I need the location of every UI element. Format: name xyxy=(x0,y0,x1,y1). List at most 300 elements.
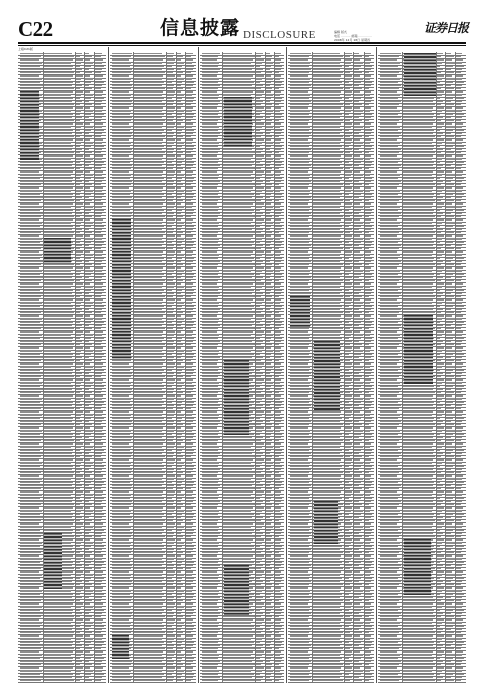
table-cell xyxy=(275,408,279,409)
table-cell xyxy=(290,162,309,163)
table-cell xyxy=(223,280,255,281)
table-cell xyxy=(95,146,105,147)
table-cell xyxy=(275,264,279,265)
table-cell xyxy=(44,472,74,473)
table-cell xyxy=(177,162,182,163)
table-cell xyxy=(95,437,103,438)
table-cell xyxy=(437,133,443,134)
table-cell xyxy=(345,210,349,211)
table-cell xyxy=(112,533,133,534)
table-cell xyxy=(256,104,261,105)
table-cell xyxy=(95,139,104,140)
table-cell xyxy=(76,133,82,134)
table-cell xyxy=(167,274,172,275)
table-cell xyxy=(186,530,195,531)
table-cell xyxy=(275,488,279,489)
table-cell xyxy=(95,555,104,556)
table-cell xyxy=(354,254,363,255)
table-cell xyxy=(112,594,130,595)
table-cell xyxy=(290,402,309,403)
table-cell xyxy=(167,104,173,105)
table-cell xyxy=(256,238,262,239)
table-cell xyxy=(202,632,219,633)
table-cell xyxy=(167,363,176,364)
table-cell xyxy=(112,376,131,377)
table-cell xyxy=(256,408,261,409)
table-cell xyxy=(95,485,103,486)
table-cell xyxy=(85,462,93,463)
table-cell xyxy=(186,587,194,588)
table-cell xyxy=(76,578,80,579)
table-cell xyxy=(95,520,101,521)
table-cell xyxy=(275,222,280,223)
table-cell xyxy=(345,350,351,351)
table-cell xyxy=(275,587,282,588)
table-cell xyxy=(177,395,181,396)
table-cell xyxy=(76,315,83,316)
table-cell xyxy=(345,62,351,63)
table-cell xyxy=(354,536,362,537)
table-cell xyxy=(266,594,272,595)
table-cell xyxy=(167,331,176,332)
table-cell xyxy=(202,366,220,367)
table-cell xyxy=(256,562,260,563)
table-cell xyxy=(20,498,40,499)
table-cell xyxy=(134,430,162,431)
table-cell xyxy=(202,341,220,342)
table-cell xyxy=(256,603,264,604)
table-cell xyxy=(112,53,133,54)
table-cell xyxy=(186,674,195,675)
table-cell xyxy=(167,526,174,527)
table-cell xyxy=(76,680,80,681)
table-cell xyxy=(202,610,218,611)
table-cell xyxy=(76,110,81,111)
table-cell xyxy=(275,638,280,639)
table-cell xyxy=(76,667,83,668)
table-cell xyxy=(266,562,272,563)
table-cell xyxy=(167,341,175,342)
table-cell xyxy=(85,536,92,537)
table-cell xyxy=(266,523,271,524)
table-cell xyxy=(403,130,435,131)
table-cell xyxy=(167,360,173,361)
table-cell xyxy=(186,491,194,492)
table-cell xyxy=(223,667,253,668)
table-cell xyxy=(354,494,363,495)
table-cell xyxy=(134,558,162,559)
table-cell xyxy=(177,613,180,614)
table-cell xyxy=(85,382,93,383)
table-cell xyxy=(313,114,342,115)
table-cell xyxy=(354,347,360,348)
table-cell xyxy=(266,114,272,115)
table-cell xyxy=(354,219,360,220)
table-cell xyxy=(256,549,263,550)
table-cell xyxy=(313,88,343,89)
table-cell xyxy=(186,510,192,511)
table-cell xyxy=(223,440,255,441)
table-cell xyxy=(20,565,43,566)
table-cell xyxy=(223,661,252,662)
table-cell xyxy=(202,66,218,67)
table-cell xyxy=(202,251,217,252)
table-cell xyxy=(85,424,92,425)
table-cell xyxy=(20,539,39,540)
table-cell xyxy=(313,443,341,444)
table-cell xyxy=(44,411,72,412)
table-cell xyxy=(266,590,274,591)
table-cell xyxy=(313,549,341,550)
table-cell xyxy=(95,312,101,313)
table-cell xyxy=(290,622,311,623)
table-cell xyxy=(112,206,132,207)
table-cell xyxy=(365,462,370,463)
table-cell xyxy=(290,571,308,572)
table-cell xyxy=(456,117,462,118)
table-cell xyxy=(290,376,310,377)
table-cell xyxy=(365,658,373,659)
table-cell xyxy=(134,328,165,329)
table-cell xyxy=(112,491,129,492)
table-cell xyxy=(223,248,255,249)
table-cell xyxy=(134,488,165,489)
table-cell xyxy=(95,597,103,598)
table-cell xyxy=(266,309,270,310)
table-cell xyxy=(437,69,443,70)
table-cell xyxy=(256,117,263,118)
table-cell xyxy=(134,459,163,460)
table-cell xyxy=(112,130,130,131)
table-cell xyxy=(177,645,180,646)
table-cell xyxy=(275,152,279,153)
table-cell xyxy=(266,517,270,518)
table-row xyxy=(110,679,196,683)
table-cell xyxy=(256,661,263,662)
table-cell xyxy=(275,66,283,67)
table-cell xyxy=(266,82,272,83)
table-cell xyxy=(354,232,362,233)
table-cell xyxy=(186,104,191,105)
table-cell xyxy=(380,158,400,159)
table-cell xyxy=(95,123,104,124)
table-cell xyxy=(167,466,172,467)
table-cell xyxy=(290,357,312,358)
table-cell xyxy=(275,88,279,89)
table-cell xyxy=(202,427,217,428)
table-cell xyxy=(85,206,93,207)
table-cell xyxy=(177,667,181,668)
table-cell xyxy=(365,235,372,236)
table-cell xyxy=(345,136,350,137)
table-cell xyxy=(256,466,260,467)
table-cell xyxy=(167,245,175,246)
table-cell xyxy=(313,331,341,332)
table-cell xyxy=(177,366,184,367)
table-cell xyxy=(167,485,175,486)
table-cell xyxy=(354,123,360,124)
table-cell xyxy=(275,178,283,179)
table-cell xyxy=(275,539,282,540)
table-cell xyxy=(345,155,353,156)
table-cell xyxy=(313,670,340,671)
table-cell xyxy=(76,91,83,92)
table-cell xyxy=(134,302,162,303)
table-cell xyxy=(134,562,164,563)
table-cell xyxy=(20,197,43,198)
table-cell xyxy=(85,421,89,422)
table-cell xyxy=(345,629,352,630)
table-cell xyxy=(20,235,39,236)
table-cell xyxy=(290,395,308,396)
table-cell xyxy=(85,248,92,249)
table-cell xyxy=(76,354,80,355)
table-cell xyxy=(345,648,350,649)
table-cell xyxy=(354,75,360,76)
table-cell xyxy=(256,456,261,457)
table-cell xyxy=(266,558,274,559)
table-cell xyxy=(134,286,162,287)
table-cell xyxy=(85,75,90,76)
table-cell xyxy=(266,587,271,588)
table-cell xyxy=(365,72,369,73)
table-cell xyxy=(345,517,352,518)
table-cell xyxy=(266,123,271,124)
table-cell xyxy=(202,274,218,275)
table-cell xyxy=(437,149,443,150)
table-cell xyxy=(290,62,311,63)
table-cell xyxy=(20,59,39,60)
table-cell xyxy=(456,139,463,140)
table-cell xyxy=(20,360,41,361)
bold-entry-block xyxy=(44,238,70,262)
table-cell xyxy=(186,363,194,364)
table-cell xyxy=(95,610,105,611)
table-cell xyxy=(76,78,81,79)
table-cell xyxy=(313,286,340,287)
table-cell xyxy=(313,414,340,415)
table-cell xyxy=(20,654,42,655)
table-cell xyxy=(223,94,252,95)
table-cell xyxy=(134,581,162,582)
table-cell xyxy=(275,338,283,339)
table-cell xyxy=(186,222,192,223)
table-cell xyxy=(20,299,39,300)
table-cell xyxy=(134,619,163,620)
table-cell xyxy=(365,395,372,396)
table-cell xyxy=(365,632,369,633)
table-cell xyxy=(223,296,255,297)
table-cell xyxy=(167,142,174,143)
table-cell xyxy=(202,661,220,662)
section-title-english: DISCLOSURE xyxy=(243,29,316,41)
table-cell xyxy=(85,555,90,556)
table-cell xyxy=(354,437,359,438)
table-cell xyxy=(177,523,181,524)
table-cell xyxy=(275,62,280,63)
table-cell xyxy=(186,306,195,307)
table-cell xyxy=(223,482,254,483)
table-cell xyxy=(177,427,181,428)
table-cell xyxy=(76,539,83,540)
table-cell xyxy=(95,194,105,195)
table-cell xyxy=(20,341,43,342)
table-cell xyxy=(167,101,175,102)
table-cell xyxy=(275,331,282,332)
table-cell xyxy=(134,210,164,211)
table-cell xyxy=(290,280,310,281)
table-cell xyxy=(76,264,80,265)
table-cell xyxy=(134,136,165,137)
table-cell xyxy=(365,520,369,521)
table-cell xyxy=(202,123,217,124)
table-cell xyxy=(44,69,71,70)
table-cell xyxy=(20,606,42,607)
table-cell xyxy=(256,667,264,668)
table-cell xyxy=(177,120,183,121)
table-cell xyxy=(85,610,91,611)
table-cell xyxy=(256,248,261,249)
table-cell xyxy=(256,574,262,575)
table-cell xyxy=(202,533,220,534)
table-cell xyxy=(345,507,353,508)
table-cell xyxy=(365,315,372,316)
table-cell xyxy=(275,165,281,166)
table-cell xyxy=(44,459,72,460)
table-cell xyxy=(95,395,104,396)
table-cell xyxy=(95,187,104,188)
table-cell xyxy=(20,398,42,399)
table-cell xyxy=(76,488,80,489)
table-cell xyxy=(112,82,130,83)
table-cell xyxy=(76,235,83,236)
table-cell xyxy=(275,398,280,399)
table-cell xyxy=(275,514,283,515)
table-cell xyxy=(177,648,183,649)
table-cell xyxy=(202,651,217,652)
table-cell xyxy=(290,427,308,428)
table-cell xyxy=(223,270,252,271)
table-cell xyxy=(290,187,308,188)
table-cell xyxy=(76,514,80,515)
table-cell xyxy=(256,584,261,585)
table-cell xyxy=(354,600,362,601)
table-cell xyxy=(275,245,281,246)
table-cell xyxy=(95,651,104,652)
table-cell xyxy=(44,290,73,291)
table-cell xyxy=(186,53,193,54)
table-cell xyxy=(275,82,283,83)
table-cell xyxy=(95,584,101,585)
table-cell xyxy=(256,78,262,79)
table-cell xyxy=(95,542,102,543)
table-cell xyxy=(354,661,359,662)
table-cell xyxy=(202,347,217,348)
table-cell xyxy=(202,574,220,575)
table-cell xyxy=(76,392,80,393)
bold-entry-block xyxy=(112,219,131,359)
table-cell xyxy=(20,440,41,441)
table-cell xyxy=(95,491,104,492)
header-meta-line: 编辑 版式 xyxy=(334,30,347,34)
table-cell xyxy=(85,168,92,169)
table-cell xyxy=(112,450,130,451)
table-cell xyxy=(313,229,341,230)
table-cell xyxy=(202,331,217,332)
table-cell xyxy=(290,53,312,54)
table-cell xyxy=(365,667,372,668)
table-cell xyxy=(256,235,264,236)
table-cell xyxy=(275,149,281,150)
table-cell xyxy=(354,197,359,198)
table-cell xyxy=(177,651,181,652)
table-cell xyxy=(256,165,263,166)
table-cell xyxy=(85,341,89,342)
table-cell xyxy=(354,664,362,665)
table-cell xyxy=(275,357,281,358)
table-cell xyxy=(275,200,279,201)
table-cell xyxy=(365,210,373,211)
table-cell xyxy=(177,306,182,307)
table-cell xyxy=(85,574,93,575)
table-cell xyxy=(76,434,80,435)
table-cell xyxy=(256,72,261,73)
table-cell xyxy=(112,418,130,419)
table-cell xyxy=(167,616,173,617)
table-cell xyxy=(85,200,92,201)
table-cell xyxy=(85,277,89,278)
table-cell xyxy=(76,546,80,547)
table-cell xyxy=(275,117,281,118)
table-cell xyxy=(275,373,281,374)
table-cell xyxy=(95,472,101,473)
table-cell xyxy=(44,114,73,115)
table-cell xyxy=(134,507,163,508)
table-cell xyxy=(134,254,162,255)
table-cell xyxy=(44,158,70,159)
table-cell xyxy=(186,539,194,540)
table-cell xyxy=(345,270,351,271)
table-cell xyxy=(365,114,373,115)
table-cell xyxy=(44,664,74,665)
table-cell xyxy=(44,155,72,156)
table-cell xyxy=(134,610,164,611)
table-cell xyxy=(177,370,182,371)
table-cell xyxy=(223,494,252,495)
table-cell xyxy=(345,571,353,572)
table-cell xyxy=(290,290,309,291)
table-cell xyxy=(85,286,93,287)
bold-entry-block xyxy=(314,341,340,410)
table-cell xyxy=(112,62,132,63)
table-cell xyxy=(134,466,164,467)
table-cell xyxy=(345,123,353,124)
table-cell xyxy=(20,552,41,553)
table-cell xyxy=(313,626,342,627)
table-cell xyxy=(223,334,252,335)
table-cell xyxy=(313,56,343,57)
table-cell xyxy=(256,546,260,547)
table-cell xyxy=(275,443,282,444)
table-cell xyxy=(20,328,41,329)
table-cell xyxy=(95,53,103,54)
table-cell xyxy=(186,635,194,636)
table-cell xyxy=(354,642,361,643)
table-cell xyxy=(202,344,219,345)
table-cell xyxy=(202,402,218,403)
table-cell xyxy=(95,600,101,601)
table-cell xyxy=(112,414,132,415)
